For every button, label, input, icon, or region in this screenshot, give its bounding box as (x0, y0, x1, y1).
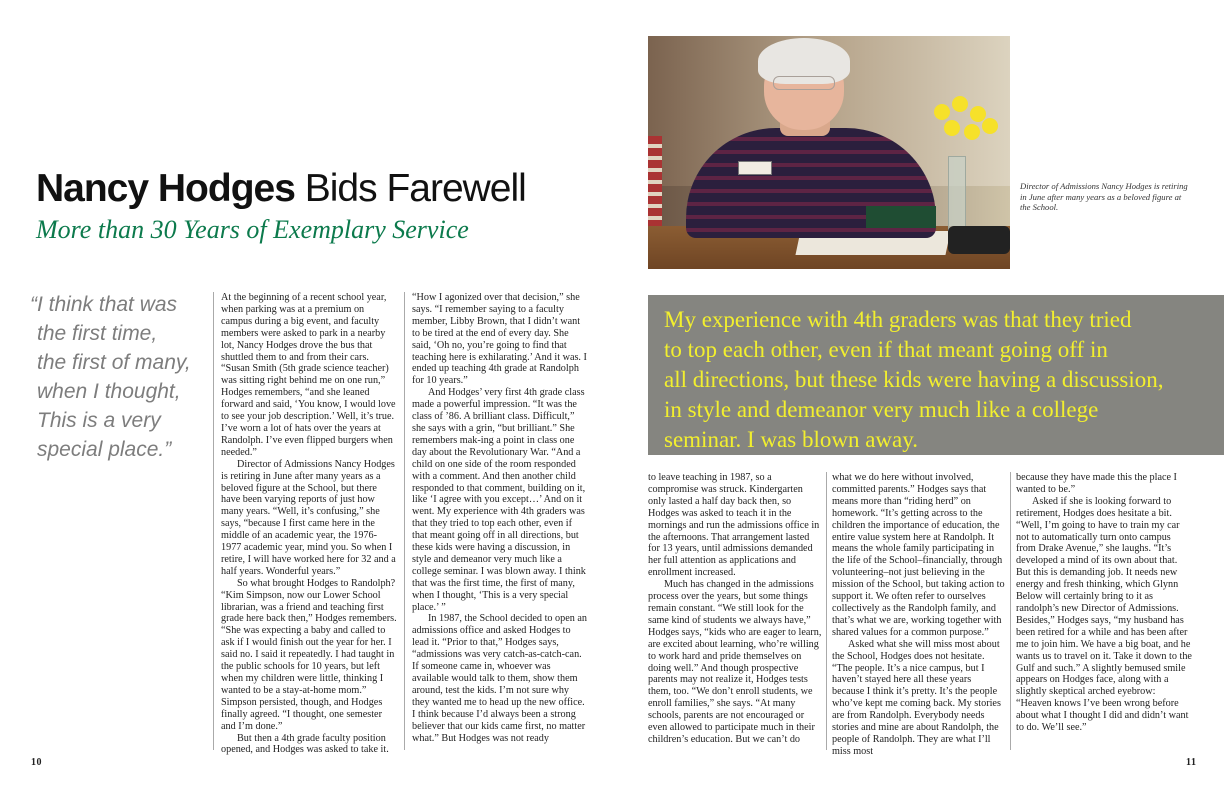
body-column-2 (412, 292, 588, 744)
pull-quote-line: My experience with 4th graders was that they tried (664, 307, 1132, 332)
headline-rest: Bids Farewell (294, 167, 526, 210)
paragraph: In 1987, the School decided to open an admissions office and asked Hodges to lead it. “Prior to that,” Hodges says, “admissions was very catch-as-catch-can. If someone came in, whoever was available would talk to them, show them around, test the kids. I’m not sure why they wanted me to head up the new office. I think because I’d always been a strong believer that our kids came first, no matter what.” But Hodges was not ready (412, 613, 588, 744)
portrait-photo (648, 36, 1010, 269)
pull-quote-line: the first of many, (37, 351, 191, 374)
folio-left: 10 (31, 757, 42, 768)
folio-right: 11 (1186, 757, 1197, 768)
paragraph: because they have made this the place I wanted to be.” (1016, 472, 1177, 495)
pull-quote-left (30, 290, 200, 464)
paragraph: Director of Admissions Nancy Hodges is retiring in June after many years as a beloved figure at the School, but there have been varying reports of just how many years. “Well, it’s confusing,” she says, “because I first came here in the middle of an academic year, the 1976-1977 academic year, mind you. So when I retire, I will have worked here for 32 and a half years. Wonderful years.” (221, 458, 396, 577)
paragraph: Asked what she will miss most about the School, Hodges does not hesitate. “The people. It’s a nice campus, but I haven’t stayed here all these years because I think it’s pretty. It’s the people who’ve kept me coming back. My stories are from Randolph. Everybody needs stories and mine are about Randolph, the people of Randolph. They are what I’ll miss most (832, 638, 1001, 757)
pull-quote-line: special place.” (37, 438, 172, 461)
headline-subtitle: More than 30 Years of Exemplary Service (36, 215, 469, 244)
pull-quote-line: This is a very (37, 409, 161, 432)
column-rule (404, 292, 405, 750)
paragraph: Asked if she is looking forward to retirement, Hodges does hesitate a bit. “Well, I’m going to have to train my car not to automatically turn onto campus from Drake Avenue,” she laughs. “It’s developed a mind of its own about that. But this is demanding job. It needs new energy and fresh thinking, which Glynn Below will certainly bring to it as randolph’s new Director of Admissions. Besides,” Hodges says, “my husband has been retired for a while and has been after me to join him. We have a big boat, and he wants us to travel on it. Take it down to the Gulf and such.” A slightly bemused smile appears on Hodges face, along with a slightly skeptical arched eyebrow: “Heaven knows I’ve been wrong before about what I thought I did and didn’t want to do. We’ll see.” (1016, 495, 1192, 734)
pull-quote-line: seminar. I was blown away. (664, 427, 918, 452)
headline-name: Nancy Hodges (36, 167, 295, 210)
pull-quote-line: all directions, but these kids were having a discussion, (664, 367, 1164, 392)
pull-quote-line: in style and demeanor very much like a college (664, 397, 1099, 422)
body-column-1 (221, 292, 397, 756)
paragraph: what we do here without involved, committed parents.” Hodges says that means more than “riding herd” on homework. “It’s getting across to the children the importance of education, the entire value system here at Randolph. It means the whole family participating in the life of the School–financially, through volunteering–not just believing in the mission of the School, but taking action to support it. We often refer to ourselves collectively as the Randolph family, and that’s what we are, working together with shared values for a common purpose.” (832, 472, 1005, 638)
paragraph: So what brought Hodges to Randolph? “Kim Simpson, now our Lower School librarian, was a friend and teaching first grade here back then,” Hodges remembers. “She was expecting a baby and called to ask if I would finish out the year for her. I said no. I said it repeatedly. I had taught in the public schools for 10 years, but left when my children were little, thinking I wanted to be a stay-at-home mom.” Simpson persisted, though, and Hodges finally agreed. “I thought, one semester and I’m done.” (221, 577, 397, 732)
body-column-4 (832, 472, 1006, 758)
paragraph: Much has changed in the admissions process over the years, but some things remain constant. “We still look for the same kind of students we always have,” Hodges says, “kids who are eager to learn, are excited about learning, who’re willing to work hard and pride themselves on doing well.” And though prospective parents may not realize it, Hodges tests them, too. “We don’t enroll students, we enroll families,” she says. “At many schools, parents are not encouraged or even allowed to participate much in their children’s education. But we can’t do (648, 579, 822, 745)
body-column-5 (1016, 472, 1192, 734)
body-column-3 (648, 472, 822, 746)
paragraph: At the beginning of a recent school year, when parking was at a premium on campus during a big event, and faculty members were asked to park in a nearby lot, Nancy Hodges drove the bus that shuttled them to and from their cars. “Susan Smith (5th grade science teacher) was sitting right behind me on one run,” Hodges remembers, “and she leaned forward and said, ‘You know, I would love to see your job description.’ Well, it’s true. I’ve worn a lot of hats over the years at Randolph. I’ve even flipped burgers when needed.” (221, 292, 396, 458)
photo-caption: Director of Admissions Nancy Hodges is retiring in June after many years as a beloved figure at the School. (1020, 181, 1188, 213)
column-rule (826, 472, 827, 750)
paragraph: “How I agonized over that decision,” she says. “I remember saying to a faculty member, Libby Brown, that I didn’t want to be tired at the end of every day. She said, ‘Oh no, you’re going to find that teaching here is exhilarating.’ And it was. I ended up teaching 4th grade at Randolph for 10 years.” (412, 292, 587, 387)
pull-quote-line: when I thought, (37, 380, 181, 403)
paragraph: And Hodges’ very first 4th grade class made a powerful impression. “It was the class of ’86. A brilliant class. Difficult,” she says with a grin, “but brilliant.” She remembers mak-ing a point in class one day about the Revolutionary War. “And a child on one side of the room responded with a comment. And then another child responded to that comment, building on it, like ‘I agree with you except…’ And on it went. My experience with 4th graders was that they tried to top each other, even if that meant going off in all directions, but these kids were having a discussion, in style and demeanor very much like a college seminar. I was blown away. I think that was the first time, the first of many, when I thought, ‘This is a very special place.’ ” (412, 387, 586, 613)
pull-quote-line: the first time, (37, 322, 158, 345)
column-rule (1010, 472, 1011, 750)
column-rule (213, 292, 214, 750)
pull-quote-line: to top each other, even if that meant going off in (664, 337, 1108, 362)
pull-quote-line: “I think that was (30, 293, 178, 316)
paragraph: to leave teaching in 1987, so a compromise was struck. Kindergarten only lasted a half day back then, so Hodges was asked to teach it in the mornings and run the admissions office in the afternoons. That arrangement lasted for 13 years, until admissions demanded her full attention as applications and enrollment increased. (648, 472, 820, 579)
pull-quote-right (648, 295, 1224, 455)
paragraph: But then a 4th grade faculty position opened, and Hodges was asked to take it. (221, 732, 389, 756)
headline (36, 166, 596, 212)
